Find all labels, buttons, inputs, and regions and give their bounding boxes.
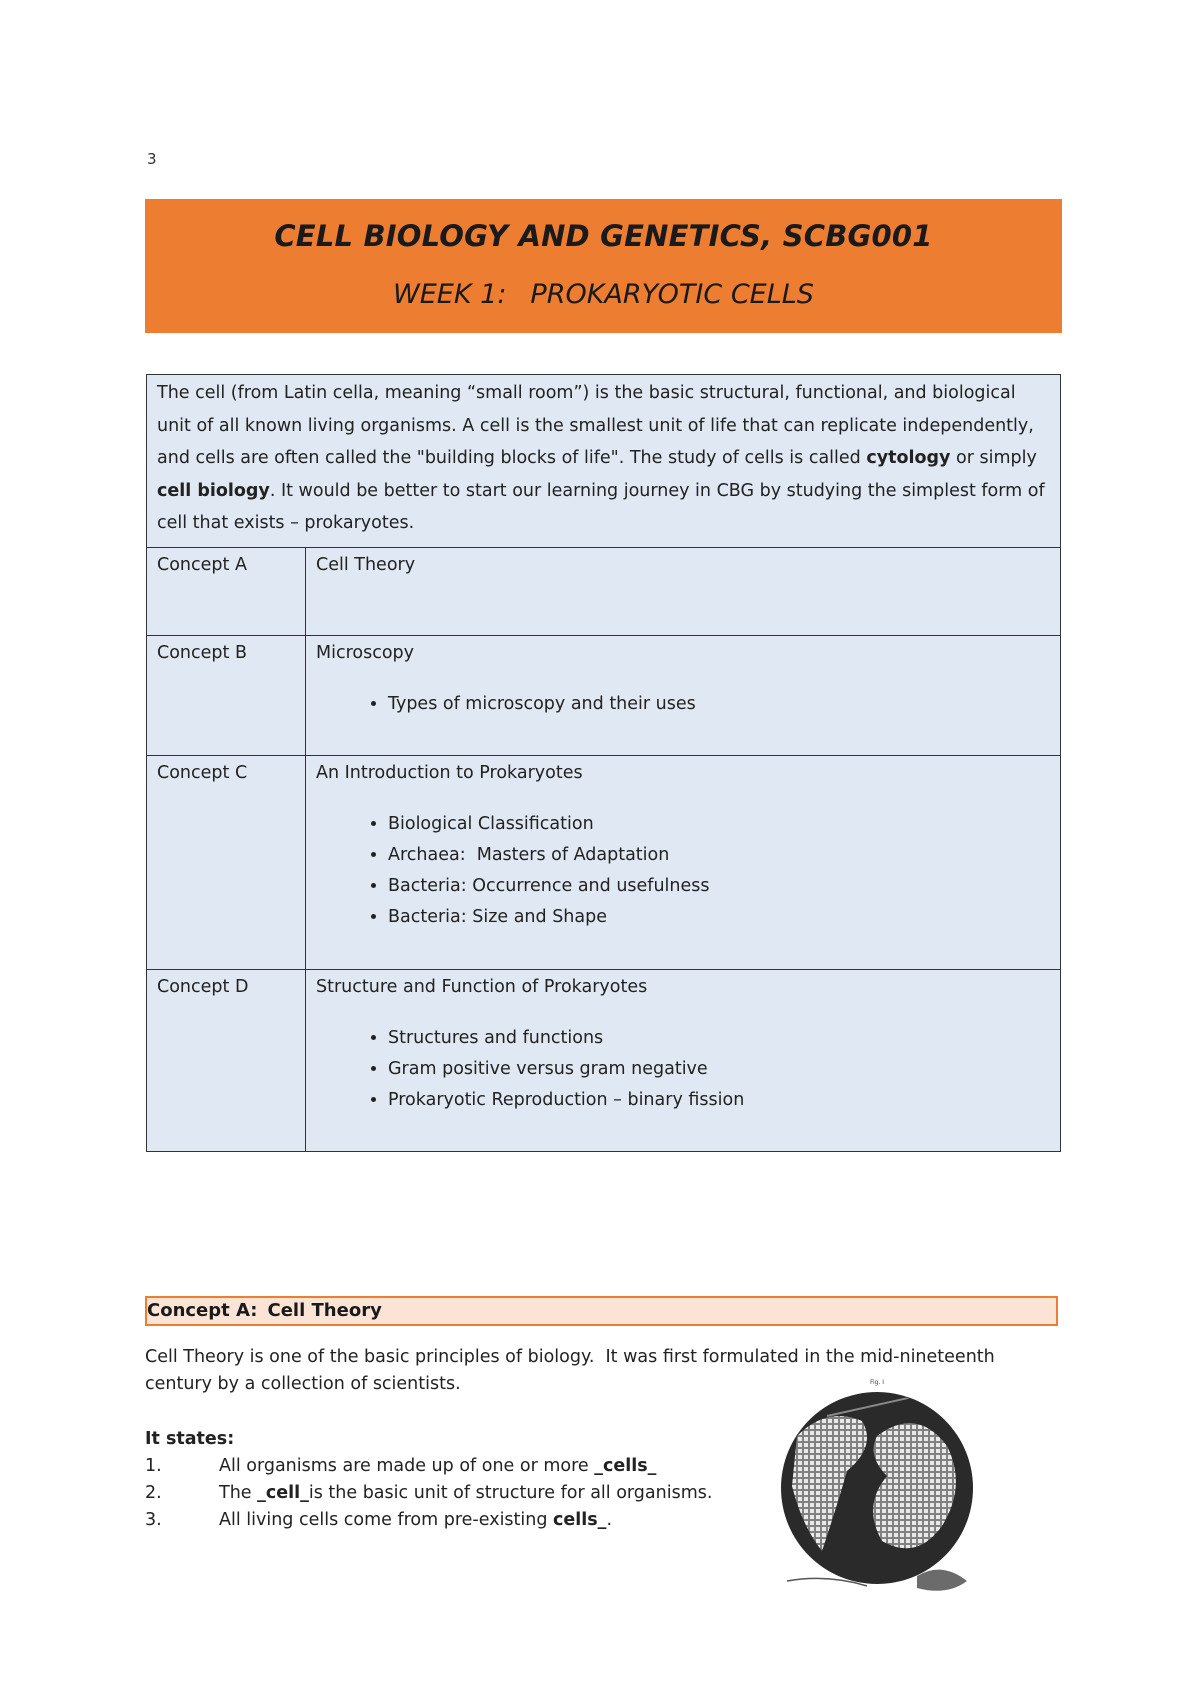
page-number: 3: [147, 150, 157, 168]
bullet-item: • Structures and functions: [388, 1023, 1050, 1054]
bullet-item: • Archaea: Masters of Adaptation: [388, 840, 1050, 871]
concept-row: [147, 755, 1061, 969]
week-label: WEEK 1:: [393, 279, 507, 310]
concepts-table: [146, 374, 1061, 1152]
bullet-item: • Gram positive versus gram negative: [388, 1054, 1050, 1085]
section-paragraph: Cell Theory is one of the basic principles of biology. It was first formulated in the mid-nineteenth century by a collection of scientists.: [145, 1347, 1001, 1394]
statement-item: [145, 1480, 712, 1507]
svg-text:Fig. I: Fig. I: [869, 1379, 885, 1386]
statement-text: .: [606, 1510, 613, 1530]
bullet-item: • Types of microscopy and their uses: [388, 689, 1050, 720]
statement-answer: _cells_: [594, 1456, 657, 1476]
intro-term-cytology: cytology: [866, 448, 951, 468]
bullet-item: • Prokaryotic Reproduction – binary fission: [388, 1085, 1050, 1116]
statement-text: is the basic unit of structure for all organisms.: [308, 1483, 713, 1503]
bullet-item: • Biological Classification: [388, 809, 1050, 840]
statement-item: [145, 1507, 712, 1534]
concept-title: Cell Theory: [316, 554, 416, 575]
states-label: It states:: [145, 1429, 235, 1449]
concept-bullets: [316, 809, 1050, 933]
concept-content: [306, 755, 1061, 969]
concept-content: [306, 547, 1061, 635]
bullet-item: • Bacteria: Occurrence and usefulness: [388, 871, 1050, 902]
concept-bullets: [316, 689, 1050, 720]
bullet-item: • Bacteria: Size and Shape: [388, 902, 1050, 933]
concept-row: [147, 635, 1061, 755]
intro-cell: [147, 375, 1061, 548]
concept-row: [147, 969, 1061, 1151]
statement-list: [145, 1453, 712, 1534]
concept-label: Concept C: [147, 755, 306, 969]
cell-theory-statements: [145, 1426, 712, 1534]
section-label: Concept A:: [147, 1300, 258, 1321]
intro-text: . It would be better to start our learning journey in CBG by studying the simplest form of cell that exists – prokaryotes.: [157, 480, 1045, 533]
intro-term-cell-biology: cell biology: [157, 480, 270, 501]
concept-row: [147, 547, 1061, 635]
intro-text: or simply: [950, 448, 1037, 468]
cork-cells-illustration: [767, 1376, 987, 1611]
section-title: Cell Theory: [267, 1300, 382, 1321]
concept-title: An Introduction to Prokaryotes: [316, 762, 583, 783]
concept-content: [306, 635, 1061, 755]
concept-label: Concept A: [147, 547, 306, 635]
intro-text: The cell (from Latin cella, meaning “small room”) is the basic structural, functional, and biological unit of all known living organisms. A cell is the smallest unit of life that can replicate independently, and cells are often called the "building blocks of life". The study of cells is called: [157, 383, 1034, 468]
statement-item: [145, 1453, 712, 1480]
title-banner: [145, 199, 1062, 333]
statement-answer: cells_: [553, 1510, 607, 1530]
week-topic: PROKARYOTIC CELLS: [530, 279, 814, 310]
section-heading: [145, 1296, 1058, 1326]
concept-label: Concept B: [147, 635, 306, 755]
concept-title: Microscopy: [316, 642, 415, 663]
statement-answer: _cell_: [257, 1483, 309, 1503]
statement-number: 2.: [145, 1483, 162, 1503]
statement-text: All living cells come from pre-existing: [219, 1510, 554, 1530]
statement-text: The: [219, 1483, 258, 1503]
statement-number: 3.: [145, 1510, 162, 1530]
course-title: CELL BIOLOGY AND GENETICS, SCBG001: [274, 219, 933, 253]
statement-text: All organisms are made up of one or more: [219, 1456, 595, 1476]
concept-bullets: [316, 1023, 1050, 1116]
concept-label: Concept D: [147, 969, 306, 1151]
concept-title: Structure and Function of Prokaryotes: [316, 976, 648, 997]
concept-content: [306, 969, 1061, 1151]
week-title: [145, 279, 1062, 310]
statement-number: 1.: [145, 1456, 162, 1476]
